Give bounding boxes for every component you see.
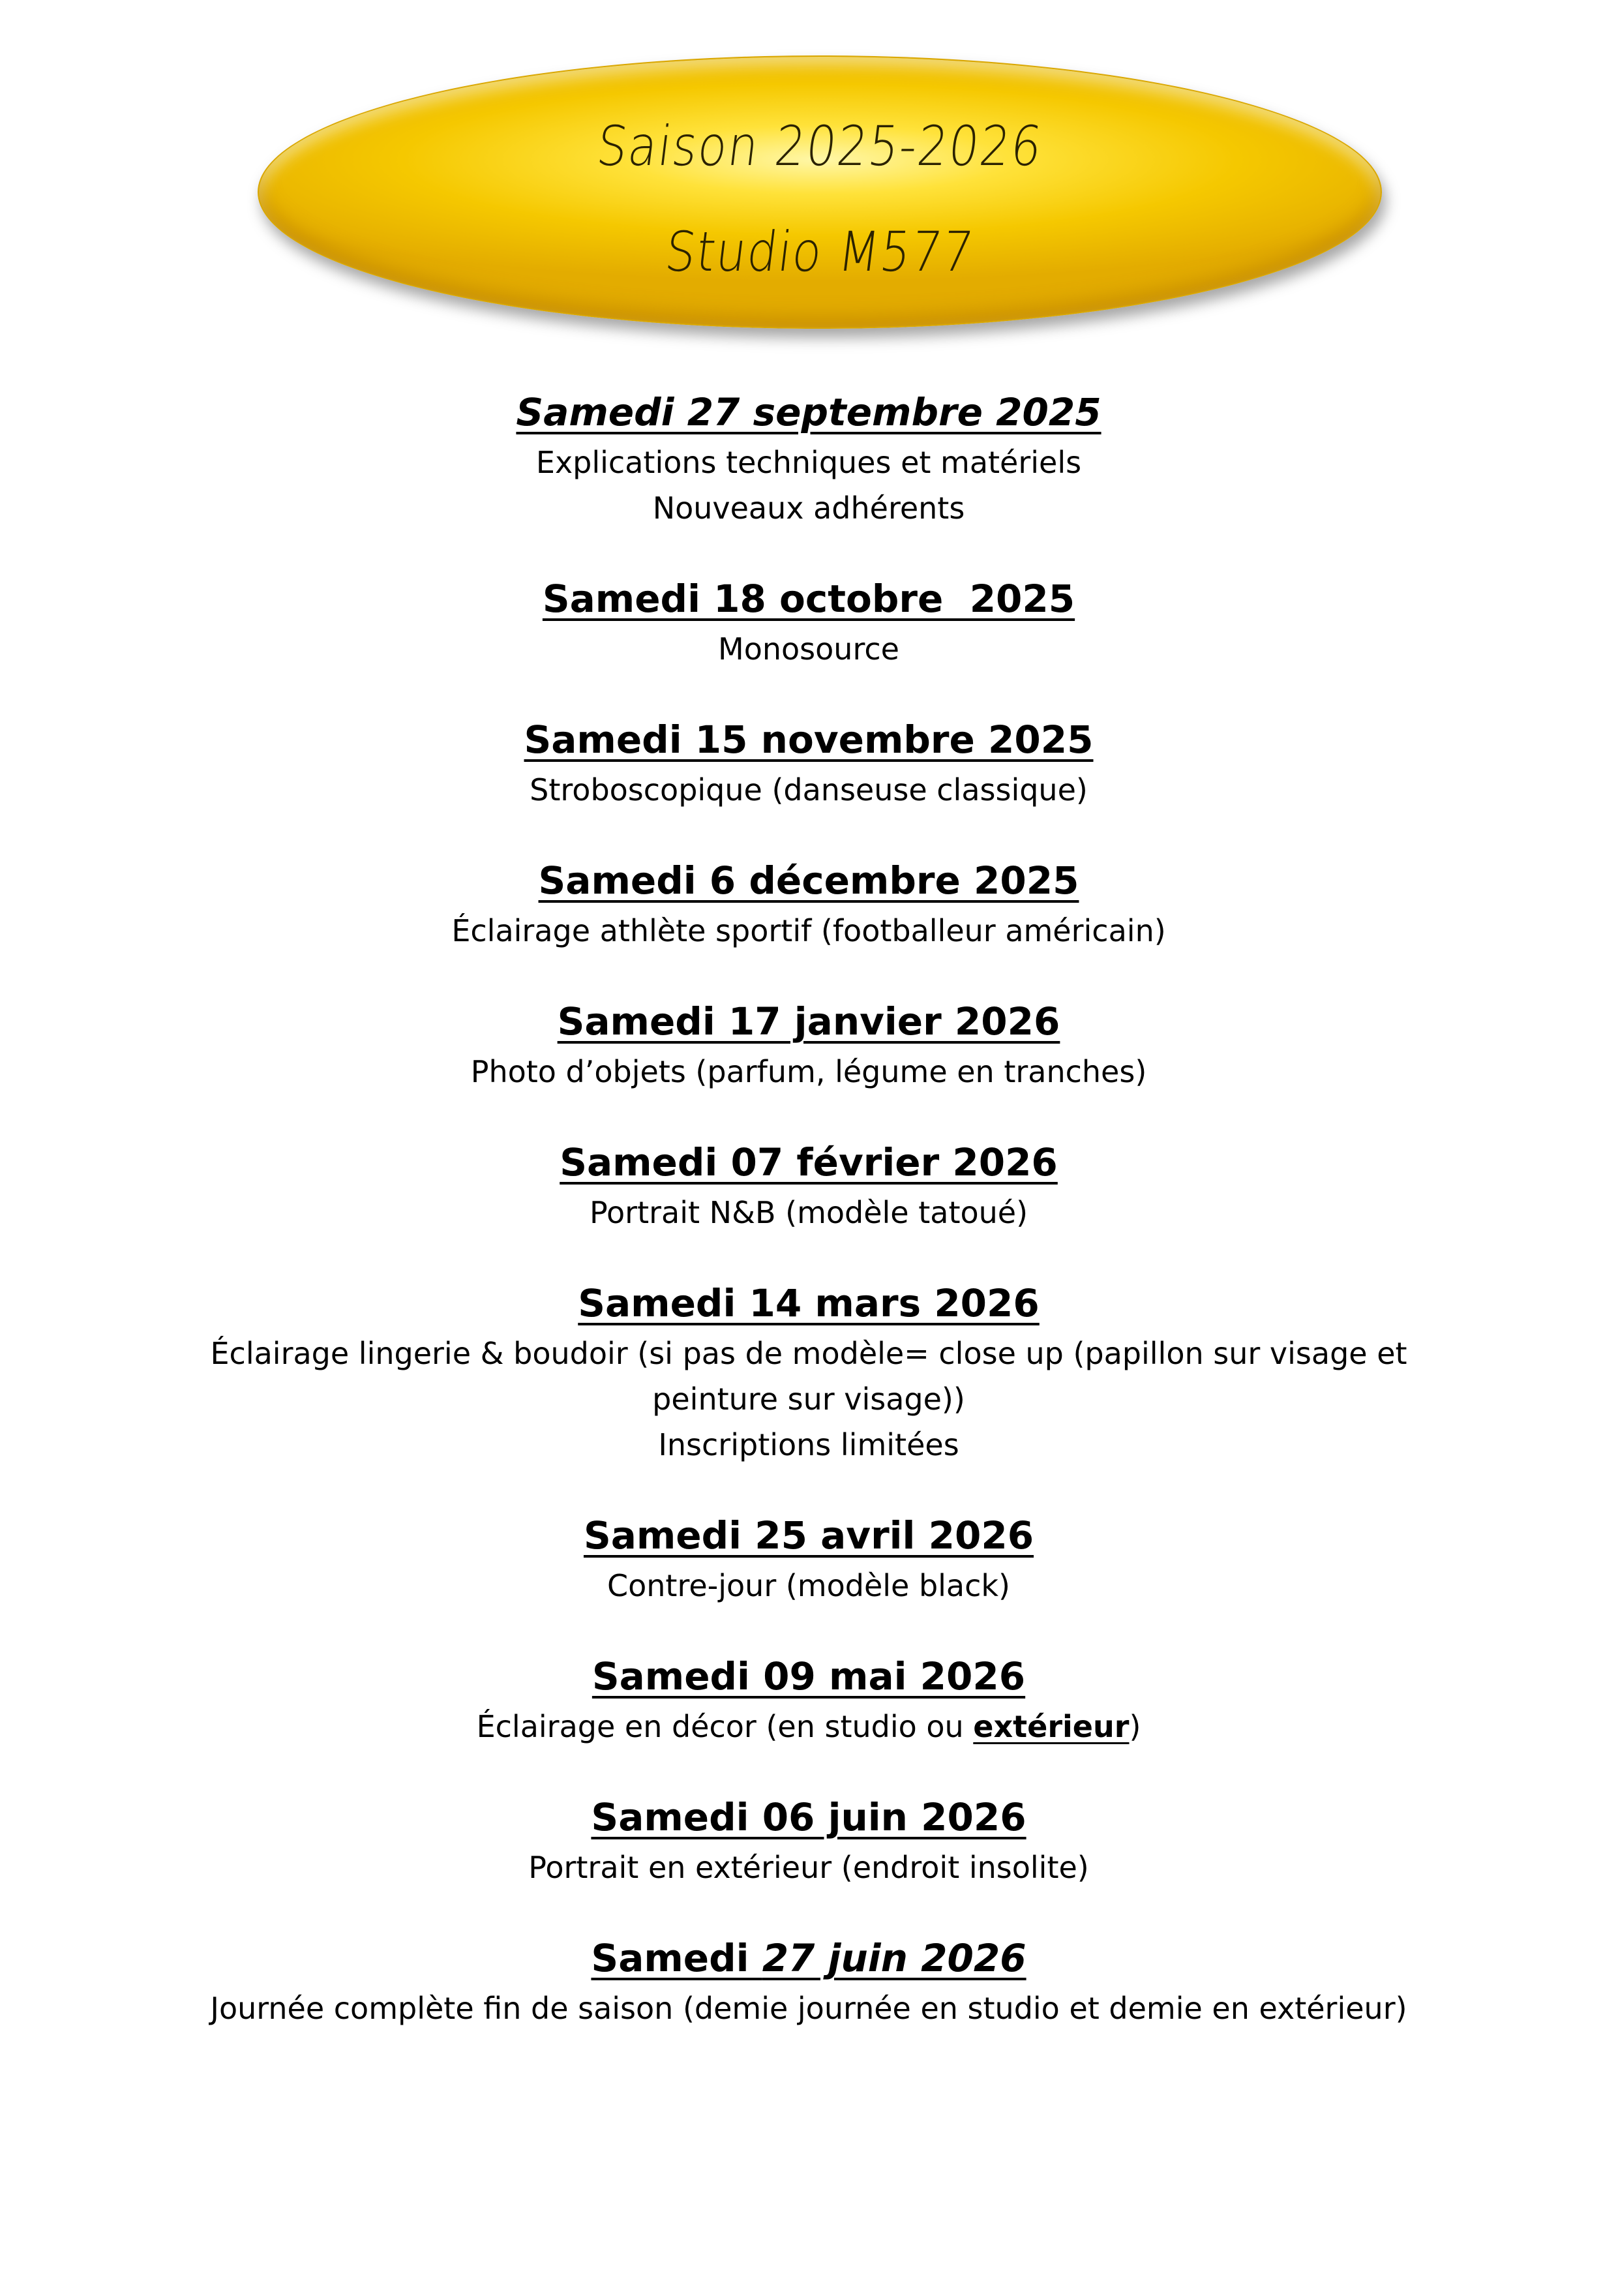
session-date-day: Samedi: [591, 1936, 762, 1980]
session-date: Samedi 15 novembre 2025: [524, 718, 1094, 762]
session-description: [196, 1704, 1422, 1749]
session-date-italic: 27 juin 2026: [762, 1936, 1026, 1980]
session-note: Inscriptions limitées: [658, 1427, 959, 1462]
session-date: [591, 1931, 1026, 1986]
session-item: [196, 1649, 1422, 1749]
session-date: Samedi 09 mai 2026: [592, 1654, 1026, 1699]
session-description: Monosource: [718, 631, 899, 667]
session-item: [196, 1276, 1422, 1468]
session-description-text: ): [1129, 1709, 1141, 1744]
session-item: [196, 385, 1422, 531]
session-description: Photo d’objets (parfum, légume en tranches): [470, 1054, 1147, 1089]
session-date: Samedi 17 janvier 2026: [557, 999, 1060, 1044]
session-item: [196, 853, 1422, 954]
session-item: [196, 1931, 1422, 2031]
session-description: Contre-jour (modèle black): [607, 1568, 1010, 1603]
session-date: Samedi 07 février 2026: [560, 1140, 1058, 1185]
session-description-emphasis: extérieur: [973, 1709, 1130, 1744]
session-description: Éclairage lingerie & boudoir (si pas de modèle= close up (papillon sur visage et: [210, 1336, 1407, 1371]
session-description: Portrait en extérieur (endroit insolite): [528, 1850, 1089, 1885]
session-list: [196, 385, 1422, 2072]
banner-season-title: Saison 2025-2026: [593, 114, 1046, 178]
session-description: peinture sur visage)): [652, 1382, 965, 1417]
session-date: Samedi 14 mars 2026: [578, 1281, 1040, 1325]
session-item: [196, 1790, 1422, 1890]
session-date: Samedi 6 décembre 2025: [538, 858, 1079, 903]
session-date: Samedi 27 septembre 2025: [516, 390, 1101, 434]
session-description: Nouveaux adhérents: [652, 491, 965, 526]
session-description: Explications techniques et matériels: [535, 445, 1082, 480]
session-item: [196, 1508, 1422, 1609]
session-description: Portrait N&B (modèle tatoué): [589, 1195, 1028, 1230]
session-description: Éclairage athlète sportif (footballeur américain): [451, 913, 1166, 948]
session-item: [196, 994, 1422, 1095]
season-banner: [258, 55, 1382, 329]
session-date: Samedi 25 avril 2026: [583, 1513, 1034, 1558]
banner-studio-name: Studio M577: [661, 220, 978, 284]
session-date: Samedi 18 octobre 2025: [542, 577, 1075, 621]
session-description: Stroboscopique (danseuse classique): [530, 772, 1088, 808]
session-item: [196, 571, 1422, 672]
session-item: [196, 1135, 1422, 1235]
session-item: [196, 712, 1422, 813]
session-description: Journée complète fin de saison (demie journée en studio et demie en extérieur): [210, 1991, 1407, 2026]
session-description-text: Éclairage en décor (en studio ou: [476, 1709, 974, 1744]
session-date: Samedi 06 juin 2026: [591, 1795, 1026, 1839]
